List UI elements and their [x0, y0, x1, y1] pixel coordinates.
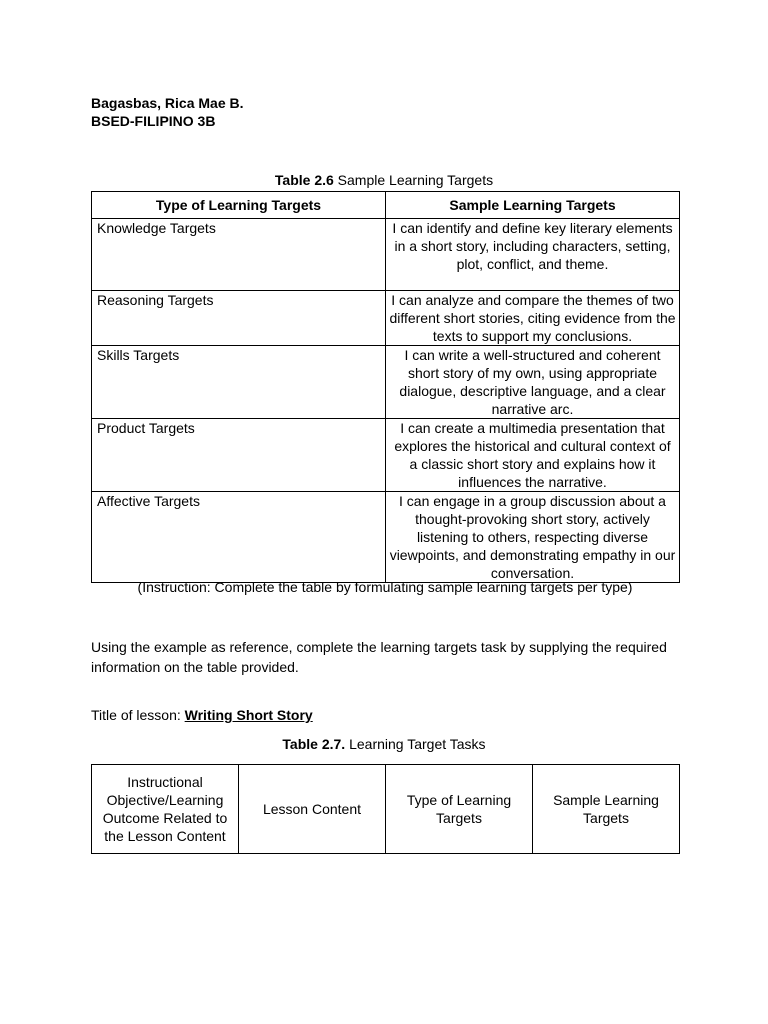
target-type-cell: Product Targets	[92, 419, 386, 492]
column-header-sample: Sample Learning Targets	[533, 765, 680, 854]
column-header-type: Type of Learning Targets	[386, 765, 533, 854]
lesson-title-value: Writing Short Story	[184, 707, 313, 723]
lesson-title-line	[91, 706, 313, 724]
column-header-type: Type of Learning Targets	[92, 192, 386, 219]
table-row	[92, 291, 680, 346]
task-paragraph: Using the example as reference, complete the learning targets task by supplying the required information on the table provided.	[91, 639, 667, 675]
target-type-cell: Knowledge Targets	[92, 219, 386, 291]
table-2-7-caption-text: Learning Target Tasks	[345, 736, 486, 752]
sample-target-cell: I can create a multimedia presentation that explores the historical and cultural context of a classic short story and explains how it influences the narrative.	[386, 419, 680, 492]
column-header-lesson-content: Lesson Content	[239, 765, 386, 854]
table-header-row	[92, 765, 680, 854]
table-2-6-caption-text: Sample Learning Targets	[333, 172, 494, 188]
column-header-sample: Sample Learning Targets	[386, 192, 680, 219]
sample-target-cell: I can write a well-structured and coherent short story of my own, using appropriate dialogue, descriptive language, and a clear narrative arc.	[386, 346, 680, 419]
table-2-7-caption-label: Table 2.7.	[282, 736, 346, 752]
table-row	[92, 419, 680, 492]
lesson-title-label: Title of lesson:	[91, 707, 185, 723]
table-row	[92, 492, 680, 583]
student-section: BSED-FILIPINO 3B	[91, 113, 216, 129]
table-header-row	[92, 192, 680, 219]
table-2-6-caption-label: Table 2.6	[274, 172, 334, 188]
sample-learning-targets-table	[91, 191, 680, 583]
table-row	[92, 219, 680, 291]
table-row	[92, 346, 680, 419]
learning-target-tasks-table	[91, 764, 680, 854]
sample-target-cell: I can analyze and compare the themes of two different short stories, citing evidence from the texts to support my conclusions.	[386, 291, 680, 346]
column-header-objective: Instructional Objective/Learning Outcome Related to the Lesson Content	[92, 765, 239, 854]
table-2-6-caption	[0, 171, 768, 189]
sample-target-cell: I can identify and define key literary elements in a short story, including characters, setting, plot, conflict, and theme.	[386, 219, 680, 291]
table-2-7-caption	[0, 735, 768, 753]
table-instruction: (Instruction: Complete the table by formulating sample learning targets per type)	[137, 579, 633, 595]
student-name: Bagasbas, Rica Mae B.	[91, 95, 244, 111]
target-type-cell: Skills Targets	[92, 346, 386, 419]
target-type-cell: Affective Targets	[92, 492, 386, 583]
target-type-cell: Reasoning Targets	[92, 291, 386, 346]
student-header	[91, 94, 244, 130]
sample-target-cell: I can engage in a group discussion about a thought-provoking short story, actively listening to others, respecting diverse viewpoints, and demonstrating empathy in our conversation.	[386, 492, 680, 583]
